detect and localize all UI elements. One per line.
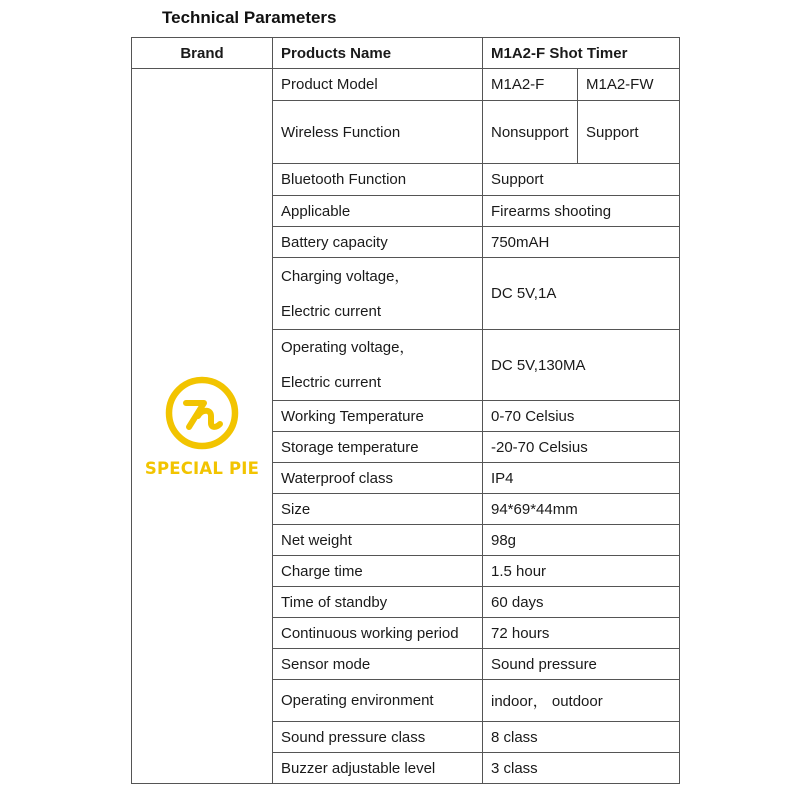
- row-value: Support: [578, 101, 680, 164]
- row-label: Net weight: [273, 525, 483, 556]
- brand-logo-text: SPECIAL PIE: [144, 458, 260, 478]
- row-value: 750mAH: [483, 227, 680, 258]
- row-label: Continuous working period: [273, 618, 483, 649]
- row-value: indoor， outdoor: [483, 680, 680, 722]
- row-value: M1A2-FW: [578, 69, 680, 101]
- row-value: Support: [483, 164, 680, 196]
- special-pie-logo-icon: [164, 375, 240, 451]
- row-value: 60 days: [483, 587, 680, 618]
- row-label: [273, 258, 483, 330]
- row-label: Wireless Function: [273, 101, 483, 164]
- row-label: Storage temperature: [273, 432, 483, 463]
- row-value: DC 5V,1A: [483, 258, 680, 330]
- row-value: -20-70 Celsius: [483, 432, 680, 463]
- row-label: Bluetooth Function: [273, 164, 483, 196]
- row-value: Nonsupport: [483, 101, 578, 164]
- row-label: Operating environment: [273, 680, 483, 722]
- row-label: Product Model: [273, 69, 483, 101]
- row-label: [273, 330, 483, 401]
- row-label: Battery capacity: [273, 227, 483, 258]
- row-value: 0-70 Celsius: [483, 401, 680, 432]
- row-label: Buzzer adjustable level: [273, 753, 483, 784]
- page-title: Technical Parameters: [162, 8, 337, 27]
- row-value: 98g: [483, 525, 680, 556]
- row-label-line: Operating voltage，: [281, 339, 415, 356]
- row-value: M1A2-F: [483, 69, 578, 101]
- row-label: Sensor mode: [273, 649, 483, 680]
- row-value: 72 hours: [483, 618, 680, 649]
- row-value: 1.5 hour: [483, 556, 680, 587]
- row-value: Firearms shooting: [483, 196, 680, 227]
- row-label: Size: [273, 494, 483, 525]
- row-value: IP4: [483, 463, 680, 494]
- table-row: [132, 69, 680, 101]
- row-value: 3 class: [483, 753, 680, 784]
- products-name-header: Products Name: [273, 38, 483, 69]
- row-label-line: Electric current: [281, 374, 382, 391]
- row-label: Sound pressure class: [273, 722, 483, 753]
- row-label: Waterproof class: [273, 463, 483, 494]
- brand-header: Brand: [132, 38, 273, 69]
- row-label-line: Charging voltage，: [281, 267, 410, 285]
- row-value: 8 class: [483, 722, 680, 753]
- technical-parameters-table: [131, 37, 680, 784]
- row-label: Applicable: [273, 196, 483, 227]
- row-label: Time of standby: [273, 587, 483, 618]
- row-label: Working Temperature: [273, 401, 483, 432]
- row-value: Sound pressure: [483, 649, 680, 680]
- product-header: M1A2-F Shot Timer: [483, 38, 680, 69]
- row-value: DC 5V,130MA: [483, 330, 680, 401]
- row-label-line: Electric current: [281, 302, 382, 320]
- row-label: Charge time: [273, 556, 483, 587]
- table-header-row: [132, 38, 680, 69]
- brand-logo: [132, 375, 272, 478]
- row-value: 94*69*44mm: [483, 494, 680, 525]
- brand-cell: [132, 69, 273, 784]
